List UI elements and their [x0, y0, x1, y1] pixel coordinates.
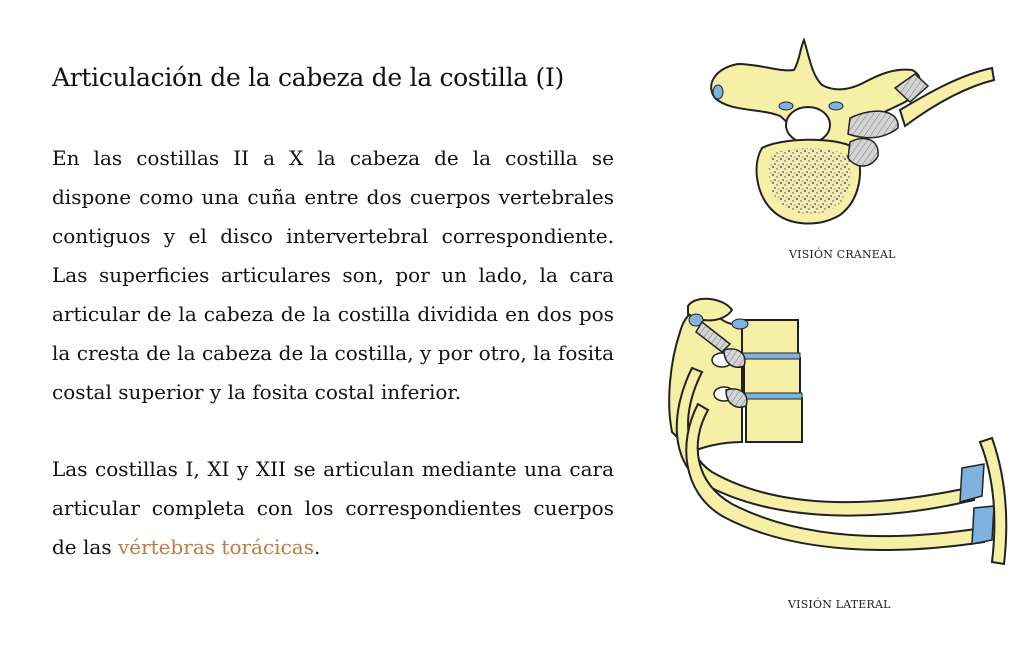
thoracic-vertebra-cranial [711, 40, 994, 224]
paragraph-end: . [313, 534, 321, 559]
lateral-view-illustration [662, 292, 1014, 582]
page-title: Articulación de la cabeza de la costilla (I) [52, 63, 565, 92]
thoracic-spine-lateral [669, 299, 1006, 564]
lateral-view-caption: VISIÓN LATERAL [788, 598, 891, 611]
text-column [52, 62, 614, 567]
paragraph-ribs-i-xi-xii [52, 450, 614, 567]
thoracic-vertebrae-link[interactable]: vértebras torácicas [117, 534, 314, 559]
paragraph-ribs-ii-x: En las costillas II a X la cabeza de la costilla se dispone como una cuña entre dos cuerpos vertebrales contiguos y el disco intervertebral correspondiente. Las superficies articulares son, por un lado, la cara articular de la cabeza de la costilla dividida en dos pos la cresta de la cabeza de la costilla, y por otro, la fosita costal superior y la fosita costal inferior. [52, 145, 614, 404]
cranial-view-illustration [700, 30, 1000, 240]
paragraph-text: Las costillas I, XI y XII se articulan mediante una cara articular completa con los correspondientes cuerpos de las [52, 456, 614, 559]
cranial-view-caption: VISIÓN CRANEAL [789, 248, 896, 261]
